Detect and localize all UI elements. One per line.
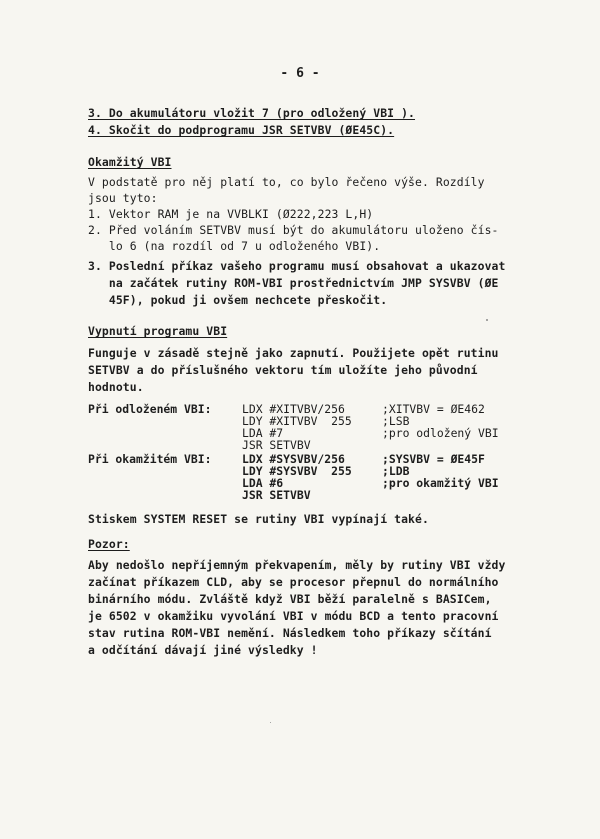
code-immediate-comment-3: ;pro okamžitý VBI: [382, 476, 499, 490]
warning-line-3: binárního módu. Zvláště když VBI běží paralelně s BASICem,: [88, 592, 492, 606]
code-immediate-instr-4: JSR SETVBV: [242, 488, 311, 502]
code-deferred-instr-3: LDA #7: [242, 426, 284, 440]
code-deferred-comment-1: ;XITVBV = ØE462: [382, 402, 485, 416]
item-2-line-2: lo 6 (na rozdíl od 7 u odloženého VBI).: [88, 239, 381, 253]
disable-line-1: Funguje v zásadě stejně jako zapnutí. Použijete opět rutinu: [88, 346, 499, 360]
code-deferred-instr-2: LDY #XITVBV 255: [242, 414, 352, 428]
intro-line-2: jsou tyto:: [88, 191, 158, 205]
item-3-line-1: 3. Poslední příkaz vašeho programu musí obsahovat a ukazovat: [88, 259, 506, 273]
warning-line-1: Aby nedošlo nepříjemným překvapením, měly by rutiny VBI vždy: [88, 558, 506, 572]
step-3: 3. Do akumulátoru vložit 7 (pro odložený VBI ).: [88, 106, 416, 120]
disable-line-3: hodnotu.: [88, 380, 144, 394]
code-deferred-instr-1: LDX #XITVBV/256: [242, 402, 345, 416]
heading-disable-vbi: Vypnutí programu VBI: [88, 324, 228, 338]
code-deferred-comment-2: ;LSB: [382, 414, 410, 428]
item-2-line-1: 2. Před voláním SETVBV musí být do akumulátoru uloženo čís-: [88, 223, 499, 237]
intro-line-1: V podstatě pro něj platí to, co bylo řečeno výše. Rozdíly: [88, 175, 485, 189]
code-immediate-comment-1: ;SYSVBV = ØE45F: [382, 452, 485, 466]
warning-line-6: a odčítání dávají jiné výsledky !: [88, 643, 318, 657]
heading-immediate-vbi: Okamžitý VBI: [88, 155, 172, 169]
warning-line-4: je 6502 v okamžiku vyvolání VBI v módu BCD a tento pracovní: [88, 609, 499, 623]
scan-speck: [270, 722, 271, 723]
code-immediate-comment-2: ;LDB: [382, 464, 410, 478]
disable-line-2: SETVBV a do příslušného vektoru tím uložíte jeho původní: [88, 363, 478, 377]
code-deferred-instr-4: JSR SETVBV: [242, 438, 311, 452]
code-immediate-instr-1: LDX #SYSVBV/256: [242, 452, 345, 466]
item-3-line-2: na začátek rutiny ROM-VBI prostřednictvím JMP SYSVBV (ØE: [88, 276, 499, 290]
step-4: 4. Skočit do podprogramu JSR SETVBV (ØE45C).: [88, 123, 395, 137]
code-immediate-instr-2: LDY #SYSVBV 255: [242, 464, 352, 478]
page-number: - 6 -: [280, 66, 320, 81]
warning-line-5: stav rutina ROM-VBI nemění. Následkem toho příkazy sčítání: [88, 626, 492, 640]
code-deferred-label: Při odloženém VBI:: [88, 402, 212, 416]
system-reset-note: Stiskem SYSTEM RESET se rutiny VBI vypínají také.: [88, 512, 429, 526]
item-3-line-3: 45F), pokud ji ovšem nechcete přeskočit.: [88, 293, 388, 307]
code-immediate-label: Při okamžitém VBI:: [88, 452, 212, 466]
heading-warning: Pozor:: [88, 537, 130, 551]
item-1: 1. Vektor RAM je na VVBLKI (Ø222,223 L,H): [88, 207, 374, 221]
scan-speck: [486, 319, 488, 321]
code-immediate-instr-3: LDA #6: [242, 476, 284, 490]
code-deferred-comment-3: ;pro odložený VBI: [382, 426, 499, 440]
warning-line-2: začínat příkazem CLD, aby se procesor přepnul do normálního: [88, 575, 499, 589]
